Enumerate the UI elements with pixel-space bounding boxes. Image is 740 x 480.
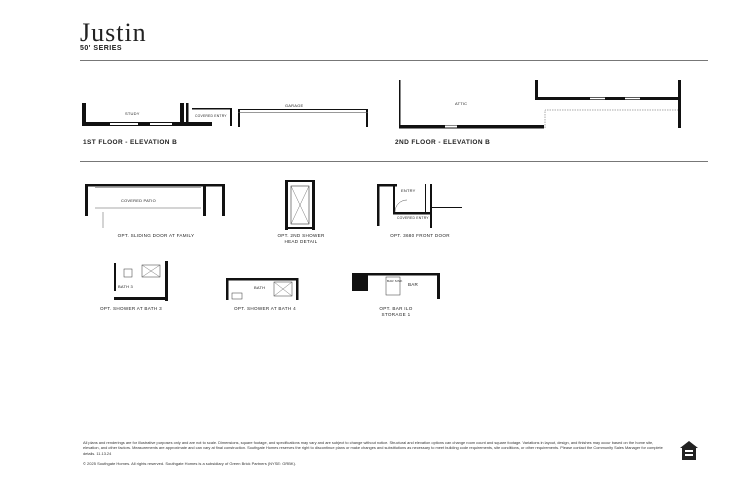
garage-label: GARAGE: [285, 103, 304, 108]
option-sliding-door-plan: [83, 184, 229, 230]
first-floor-plan: [80, 95, 370, 135]
option-bath4-plan: [224, 277, 304, 301]
covered-entry-label: COVERED ENTRY: [195, 114, 227, 118]
entry-label: ENTRY: [401, 188, 416, 193]
option-shower-head-caption: [255, 233, 347, 245]
bath4-label: BATH: [254, 285, 266, 290]
covered-entry-label: COVERED ENTRY: [397, 216, 429, 220]
option-caption-line: OPT. SHOWER AT BATH 3: [100, 306, 162, 311]
equal-housing-opportunity-icon: [679, 440, 699, 462]
option-bar-caption: [350, 306, 442, 318]
header-divider: [80, 60, 708, 61]
option-shower-head-plan: [283, 180, 319, 232]
second-floor-caption: 2ND FLOOR - ELEVATION B: [395, 139, 491, 146]
option-caption-line: OPT. 2ND SHOWER: [277, 233, 325, 238]
option-caption-line: OPT. SLIDING DOOR AT FAMILY: [117, 233, 195, 238]
option-bath3-plan: [110, 261, 172, 301]
disclaimer-text: All plans and renderings are for illustrative purposes only and are not to scale. Dimensions, square footage, and specifications may vary and are subject to change without notice. Structural and elevation options can change room count and square footage. Variations in layout, design, and finishes may occur based on the home site, elevation, and other factors. Measurements are approximate and can vary at final construction. Southgate Homes reserves the right to discontinue plans or make changes and substitutions as necessary to meet building code requirements, site conditions, or other requirements. Please contact the Community Sales Manager for complete details. 11.13.24: [83, 440, 663, 456]
attic-label: ATTIC: [455, 101, 468, 106]
study-label: STUDY: [125, 111, 140, 116]
option-caption-line: STORAGE 1: [381, 311, 411, 317]
series-label: 50' SERIES: [80, 45, 123, 52]
section-divider: [80, 161, 708, 162]
second-floor-plan: [395, 80, 685, 135]
option-caption-line: OPT. 3680 FRONT DOOR: [390, 233, 450, 238]
option-front-door-caption: [368, 233, 472, 239]
copyright-text: © 2025 Southgate Homes. All rights reserved. Southgate Homes is a subsidiary of Green Brick Partners (NYSE: GRBK).: [83, 461, 297, 466]
option-bath4-caption: [213, 306, 317, 312]
option-caption-line: OPT. BAR ILO: [379, 306, 413, 311]
option-front-door-plan: [375, 182, 465, 230]
bar-sink-label: BAR SINK: [387, 279, 403, 283]
option-bath3-caption: [83, 306, 179, 312]
option-caption-line: OPT. SHOWER AT BATH 4: [234, 306, 296, 311]
covered-patio-label: COVERED PATIO: [121, 198, 156, 203]
option-sliding-door-caption: [83, 233, 229, 239]
plan-title: Justin: [80, 18, 147, 47]
first-floor-caption: 1ST FLOOR - ELEVATION B: [83, 139, 178, 146]
option-caption-line: HEAD DETAIL: [284, 238, 318, 244]
option-bar-plan: [350, 271, 442, 301]
bath3-label: BATH 3: [118, 284, 133, 289]
bar-label: BAR: [408, 282, 419, 287]
